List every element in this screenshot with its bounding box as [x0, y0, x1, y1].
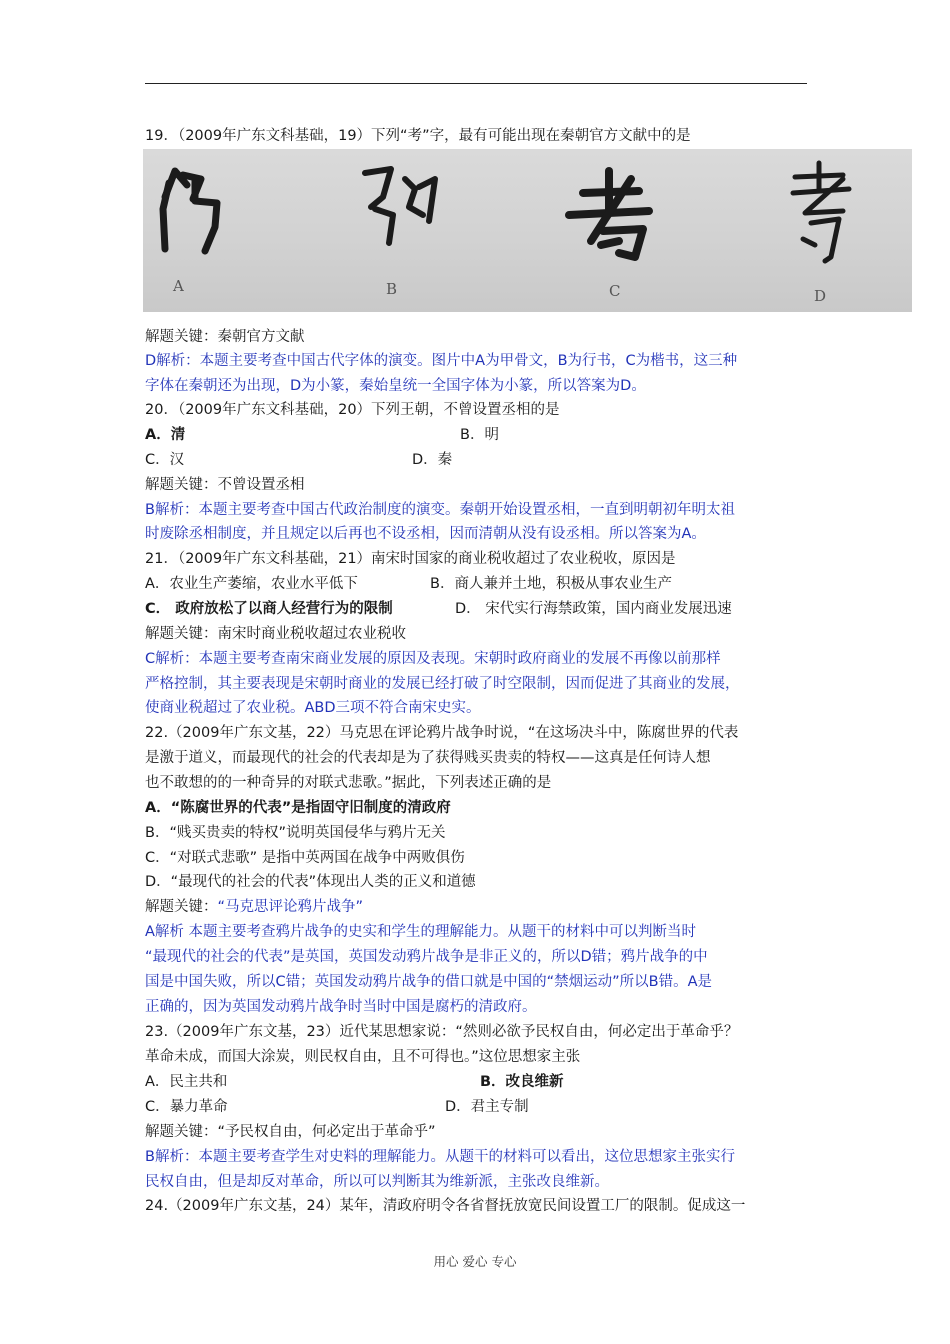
kao-character-glyphs — [143, 149, 912, 312]
q21-key: 解题关键：南宋时商业税收超过农业税收 — [145, 626, 406, 642]
q20-option-c: C．汉 — [145, 452, 185, 468]
q20-option-b: B．明 — [460, 427, 499, 443]
q23-key: 解题关键：“予民权自由，何必定出于革命乎” — [145, 1124, 436, 1140]
q24-stem-line: 24.（2009年广东文基，24）某年，清政府明令各省督抚放宽民间设置工厂的限制。促成这一 — [145, 1198, 746, 1214]
q20-option-a: A．清 — [145, 427, 186, 443]
oracle-bone-kao-glyph — [163, 171, 217, 251]
small-seal-kao-glyph — [793, 163, 849, 261]
q23-option-d: D．君主专制 — [445, 1099, 529, 1115]
q20-option-d: D．秦 — [412, 452, 453, 468]
q19-analysis-line: 字体在秦朝还为出现，D为小篆，秦始皇统一全国字体为小篆，所以答案为D。 — [145, 378, 646, 394]
q22-key-text: “马克思评论鸦片战争” — [217, 899, 364, 915]
q21-analysis-line: 严格控制，其主要表现是宋朝时商业的发展已经打破了时空限制，因而促进了其商业的发展， — [145, 676, 740, 692]
page-footer: 用心 爱心 专心 — [433, 1254, 517, 1269]
q22-stem-line: 22.（2009年广东文基，22）马克思在评论鸦片战争时说，“在这场决斗中，陈腐世界的代表 — [145, 725, 739, 741]
header-rule — [145, 83, 807, 84]
q21-analysis-line: 使商业税超过了农业税。ABD三项不符合南宋史实。 — [145, 700, 481, 716]
q23-stem-line: 革命未成，而国大涂炭，则民权自由，且不可得也。”这位思想家主张 — [145, 1049, 581, 1065]
q19-analysis-line: D解析：本题主要考查中国古代字体的演变。图片中A为甲骨文，B为行书，C为楷书，这三种 — [145, 353, 738, 369]
q23-option-a: A．民主共和 — [145, 1074, 228, 1090]
q22-option-c: C．“对联式悲歌” 是指中英两国在战争中两败俱伤 — [145, 850, 465, 866]
q22-analysis-line: “最现代的社会的代表”是英国，英国发动鸦片战争是非正义的，所以D错；鸦片战争的中 — [145, 949, 708, 965]
kao-character-figure — [143, 149, 912, 312]
q21-option-b: B．商人兼并土地，积极从事农业生产 — [430, 576, 672, 592]
q21-analysis-line: C解析：本题主要考查南宋商业发展的原因及表现。宋朝时政府商业的发展不再像以前那样 — [145, 651, 721, 667]
q23-analysis-line: 民权自由，但是却反对革命，所以可以判断其为维新派，主张改良维新。 — [145, 1174, 609, 1190]
q23-analysis-line: B解析：本题主要考查学生对史料的理解能力。从题干的材料可以看出，这位思想家主张实行 — [145, 1149, 735, 1165]
q22-analysis-line: 正确的，因为英国发动鸦片战争时当时中国是腐朽的清政府。 — [145, 999, 537, 1015]
running-script-kao-glyph — [365, 169, 435, 243]
q23-option-b: B．改良维新 — [480, 1074, 564, 1090]
regular-script-kao-glyph — [569, 171, 649, 257]
q21-option-a: A．农业生产萎缩，农业水平低下 — [145, 576, 358, 592]
figure-caption-a: A — [173, 277, 184, 295]
q22-key — [145, 897, 825, 917]
q22-stem-line: 也不敢想的的一种奇异的对联式悲歌。”据此，下列表述正确的是 — [145, 775, 552, 791]
q19-key: 解题关键：秦朝官方文献 — [145, 329, 305, 345]
q22-stem-line: 是激于道义，而最现代的社会的代表却是为了获得贱买贵卖的特权——这真是任何诗人想 — [145, 750, 711, 766]
figure-caption-b: B — [386, 280, 398, 298]
q21-stem: 21．（2009年广东文科基础，21）南宋时国家的商业税收超过了农业税收，原因是 — [145, 551, 676, 567]
q23-stem-line: 23.（2009年广东文基，23）近代某思想家说：“然则必欲予民权自由，何必定出于革命乎？ — [145, 1024, 739, 1040]
q21-option-c: C． 政府放松了以商人经营行为的限制 — [145, 601, 393, 617]
q22-option-d: D．“最现代的社会的代表”体现出人类的正义和道德 — [145, 874, 476, 890]
q22-analysis-line: 国是中国失败，所以C错；英国发动鸦片战争的借口就是中国的“禁烟运动”所以B错。A是 — [145, 974, 713, 990]
q23-option-c: C．暴力革命 — [145, 1099, 228, 1115]
q20-stem: 20．（2009年广东文科基础，20）下列王朝，不曾设置丞相的是 — [145, 402, 560, 418]
q20-analysis-line: B解析：本题主要考查中国古代政治制度的演变。秦朝开始设置丞相，一直到明朝初年明太祖 — [145, 502, 735, 518]
q21-option-d: D． 宋代实行海禁政策，国内商业发展迅速 — [455, 601, 732, 617]
q22-analysis-line: A解析 本题主要考查鸦片战争的史实和学生的理解能力。从题干的材料中可以判断当时 — [145, 924, 697, 940]
figure-caption-d: D — [814, 287, 827, 305]
q20-analysis-line: 时废除丞相制度，并且规定以后再也不设丞相，因而清朝从没有设丞相。所以答案为A。 — [145, 526, 706, 542]
q22-key-label: 解题关键： — [145, 899, 218, 915]
q19-stem: 19．（2009年广东文科基础，19）下列“考”字，最有可能出现在秦朝官方文献中的是 — [145, 128, 691, 144]
q20-key: 解题关键：不曾设置丞相 — [145, 477, 305, 493]
q22-option-a: A．“陈腐世界的代表”是指固守旧制度的清政府 — [145, 800, 451, 816]
q22-option-b: B．“贱买贵卖的特权”说明英国侵华与鸦片无关 — [145, 825, 446, 841]
figure-caption-c: C — [609, 282, 621, 300]
